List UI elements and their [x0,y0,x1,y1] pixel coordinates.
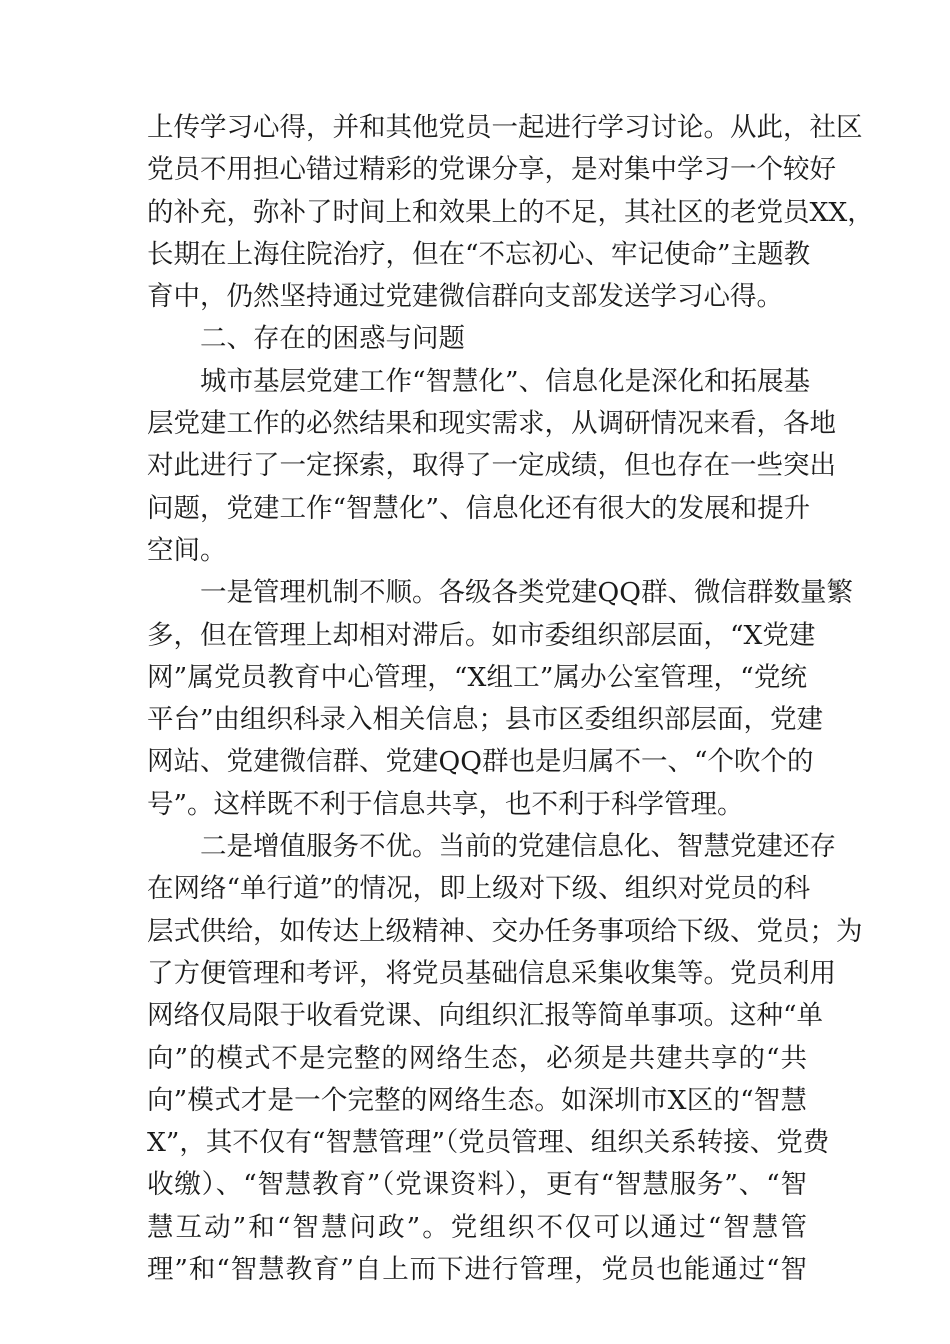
document-body [147,107,874,1291]
paragraph-line: 理”和“智慧教育”自上而下进行管理，党员也能通过“智 [147,1254,807,1286]
paragraph-line: 向”模式才是一个完整的网络生态。如深圳市X区的“智慧 [147,1084,807,1116]
paragraph-line: 二是增值服务不优。当前的党建信息化、智慧党建还存 [200,831,836,863]
paragraph-line: 了方便管理和考评，将党员基础信息采集收集等。党员利用 [147,957,836,989]
paragraph-line: 的补充，弥补了时间上和效果上的不足，其社区的老党员XX， [147,196,874,228]
paragraph-line: 长期在上海住院治疗，但在“不忘初心、牢记使命”主题教 [147,238,811,270]
paragraph-line: 平台”由组织科录入相关信息；县市区委组织部层面，党建 [147,704,824,736]
paragraph-line: 问题，党建工作“智慧化”、信息化还有很大的发展和提升 [147,492,811,524]
paragraph-line: 对此进行了一定探索，取得了一定成绩，但也存在一些突出 [147,450,836,482]
paragraph-line: 慧互动”和“智慧问政”。党组织不仅可以通过“智慧管 [147,1211,807,1243]
paragraph-line: 上传学习心得，并和其他党员一起进行学习讨论。从此，社区 [147,112,863,143]
paragraph-line: 党员不用担心错过精彩的党课分享，是对集中学习一个较好 [147,154,836,186]
paragraph-line: 多，但在管理上却相对滞后。如市委组织部层面，“X党建 [147,619,816,651]
paragraph-line: 网站、党建微信群、党建QQ群也是归属不一、“个吹个的 [147,746,814,778]
paragraph-line: 在网络“单行道”的情况，即上级对下级、组织对党员的科 [147,873,811,905]
paragraph-line: 空间。 [147,534,227,566]
paragraph-line: 网络仅局限于收看党课、向组织汇报等简单事项。这种“单 [147,1000,824,1032]
paragraph-line: 一是管理机制不顺。各级各类党建QQ群、微信群数量繁 [200,577,853,609]
paragraph-line: 育中，仍然坚持通过党建微信群向支部发送学习心得。 [147,281,783,313]
paragraph-line: 收缴）、“智慧教育”（党课资料），更有“智慧服务”、“智 [147,1169,807,1201]
paragraph-line: 层党建工作的必然结果和现实需求，从调研情况来看，各地 [147,408,836,440]
paragraph-line: X”，其不仅有“智慧管理”（党员管理、组织关系转接、党费 [147,1127,830,1159]
paragraph-line: 层式供给，如传达上级精神、交办任务事项给下级、党员；为 [147,915,863,947]
paragraph-line: 向”的模式不是完整的网络生态，必须是共建共享的“共 [147,1042,807,1074]
paragraph-line: 网”属党员教育中心管理，“X组工”属办公室管理，“党统 [147,661,807,693]
section-heading: 二、存在的困惑与问题 [200,323,465,355]
paragraph-line: 号”。这样既不利于信息共享，也不利于科学管理。 [147,788,744,820]
paragraph-line: 城市基层党建工作“智慧化”、信息化是深化和拓展基 [200,365,811,397]
